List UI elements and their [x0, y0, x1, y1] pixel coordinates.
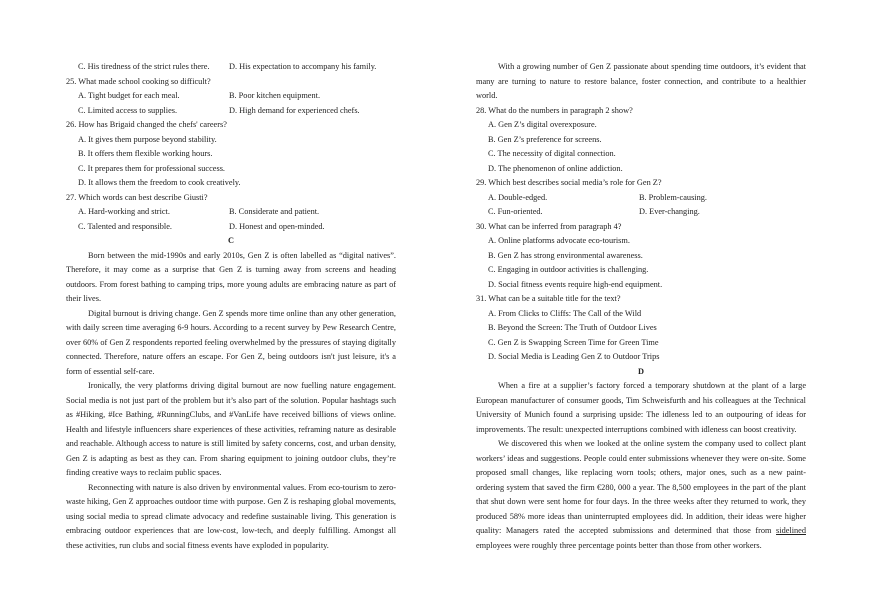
option-c: C. Fun-oriented.: [488, 207, 543, 216]
option-a: A. It gives them purpose beyond stability.: [78, 134, 217, 144]
passage-paragraph-3: Ironically, the very platforms driving digital burnout are now fuelling nature engagement. Social media is not just part of the problem but it’s also part of the solution. Popular hashtags such as #Hiking, #Ice Bathing, #RunningClubs, and #VanLife have received billions of views online. Health and lifestyle influencers share experiences of these activities, reframing nature as desirable and reachable. Although access to nature is still limited by safety concerns, cost, and urban density, Gen Z is adapting as best as they can. From sharing equipment to joining outdoor clubs, they’re finding creative ways to reclaim public spaces.: [66, 381, 396, 477]
right-column: [476, 60, 806, 553]
option-c: C. It prepares them for professional success.: [78, 163, 225, 173]
question-25-options-cd: [66, 104, 396, 119]
left-column: [66, 60, 396, 553]
passage-paragraph-5: With a growing number of Gen Z passionate about spending time outdoors, it’s evident that many are turning to nature to restore balance, foster connection, and contribute to a healthier world.: [476, 62, 806, 100]
question-29-options-cd: [476, 205, 806, 220]
passage-d-paragraph-1: When a fire at a supplier’s factory forced a temporary shutdown at the plant of a large European manufacturer of consumer goods, Tim Schweisfurth and his colleagues at the Technical University of Munich found a surprising upside: The idleness led to an outpouring of ideas for improvements. The result: unexpected interruptions combined with idleness can boost creativity.: [476, 381, 806, 434]
underlined-word: sidelined: [776, 526, 806, 535]
option-d: D. High demand for experienced chefs.: [229, 105, 360, 115]
option-d: D. Honest and open-minded.: [229, 221, 325, 231]
option-b: B. It offers them flexible working hours.: [78, 149, 213, 158]
option-c: C. Engaging in outdoor activities is challenging.: [488, 265, 649, 274]
option-b: B. Considerate and patient.: [229, 207, 320, 216]
question-30: 30. What can be inferred from paragraph 4?: [476, 221, 622, 231]
option-c: C. Gen Z is Swapping Screen Time for Green Time: [488, 337, 659, 347]
option-b: B. Beyond the Screen: The Truth of Outdoor Lives: [488, 323, 657, 332]
option-a: A. Gen Z’s digital overexposure.: [488, 120, 597, 129]
option-a: A. Online platforms advocate eco-tourism.: [488, 236, 630, 245]
passage-paragraph-1: Born between the mid-1990s and early 2010s, Gen Z is often labelled as “digital natives”. Therefore, it may come as a surprise that Gen Z is turning away from screens and heading outdoors. From forest bathing to camping trips, more young adults are embracing nature as part of their lives.: [66, 250, 396, 303]
question-25: 25. What made school cooking so difficult?: [66, 76, 211, 86]
option-d: D. Ever-changing.: [639, 207, 700, 216]
option-a: A. Tight budget for each meal.: [78, 91, 180, 100]
passage-paragraph-4: Reconnecting with nature is also driven by environmental values. From eco-tourism to zero-waste hiking, Gen Z approaches outdoor time with purpose. Gen Z is reshaping global movements, using social media to spread climate advocacy and redefine sustainable living. This generation is embracing outdoor experiences that are low-cost, low-tech, and deeply fulfilling. Amongst all these activities, run clubs and social fitness events have exploded in popularity.: [66, 482, 396, 550]
option-d: D. It allows them the freedom to cook creatively.: [78, 178, 241, 187]
question-25-options-ab: [66, 89, 396, 104]
option-b: B. Gen Z has strong environmental awareness.: [488, 250, 643, 260]
option-a: A. From Clicks to Cliffs: The Call of the Wild: [488, 308, 642, 318]
option-c: C. Limited access to supplies.: [78, 105, 178, 115]
question-27-options-cd: [66, 220, 396, 235]
section-heading-c: C: [228, 236, 234, 245]
option-d: D. His expectation to accompany his family.: [229, 62, 377, 71]
option-d: D. Social Media is Leading Gen Z to Outdoor Trips: [488, 352, 660, 361]
option-c: C. His tiredness of the strict rules there.: [78, 62, 210, 71]
option-a: A. Hard-working and strict.: [78, 207, 170, 216]
question-29: 29. Which best describes social media’s role for Gen Z?: [476, 178, 662, 187]
paragraph-text-end: employees were roughly three percentage points better than those from other workers.: [476, 540, 762, 550]
paragraph-text: We discovered this when we looked at the online system the company used to collect plant workers’ ideas and suggestions. People could enter submissions whenever they were on-site. Some proposed small changes, like replacing worn tools; others, major ones, such as a new paint-ordering system that saved the firm €280, 000 a year. The 8,500 employees in the part of the plant that shut down were sent home for four days. In the three weeks after they returned to work, they produced 58% more ideas than uninterrupted employees did. In addition, their ideas were higher quality: Managers rated the accepted submissions and determined that those from: [476, 439, 806, 535]
question-27-options-ab: [66, 205, 396, 220]
question-28: 28. What do the numbers in paragraph 2 show?: [476, 105, 633, 115]
question-31: 31. What can be a suitable title for the text?: [476, 294, 621, 303]
option-b: B. Poor kitchen equipment.: [229, 91, 321, 100]
option-b: B. Gen Z’s preference for screens.: [488, 134, 602, 144]
option-c: C. Talented and responsible.: [78, 221, 172, 231]
passage-d-paragraph-2: [476, 437, 806, 553]
option-d: D. The phenomenon of online addiction.: [488, 163, 623, 173]
option-b: B. Problem-causing.: [639, 192, 707, 202]
option-c: C. The necessity of digital connection.: [488, 149, 616, 158]
passage-paragraph-2: Digital burnout is driving change. Gen Z spends more time online than any other generation, with daily screen time averaging 6-9 hours. According to a recent survey by Pew Research Centre, over 60% of Gen Z respondents reported feeling overwhelmed by the pressures of staying digitally connected. Therefore, nature offers an escape. For Gen Z, being outdoors isn't just leisure, it's a form of essential self-care.: [66, 308, 396, 376]
question-27: 27. Which words can best describe Giusti?: [66, 192, 208, 202]
option-a: A. Double-edged.: [488, 192, 548, 202]
option-d: D. Social fitness events require high-end equipment.: [488, 279, 663, 289]
section-heading-d: D: [638, 366, 644, 376]
top-options: [66, 60, 396, 75]
question-29-options-ab: [476, 191, 806, 206]
question-26: 26. How has Brigaid changed the chefs' careers?: [66, 120, 227, 129]
